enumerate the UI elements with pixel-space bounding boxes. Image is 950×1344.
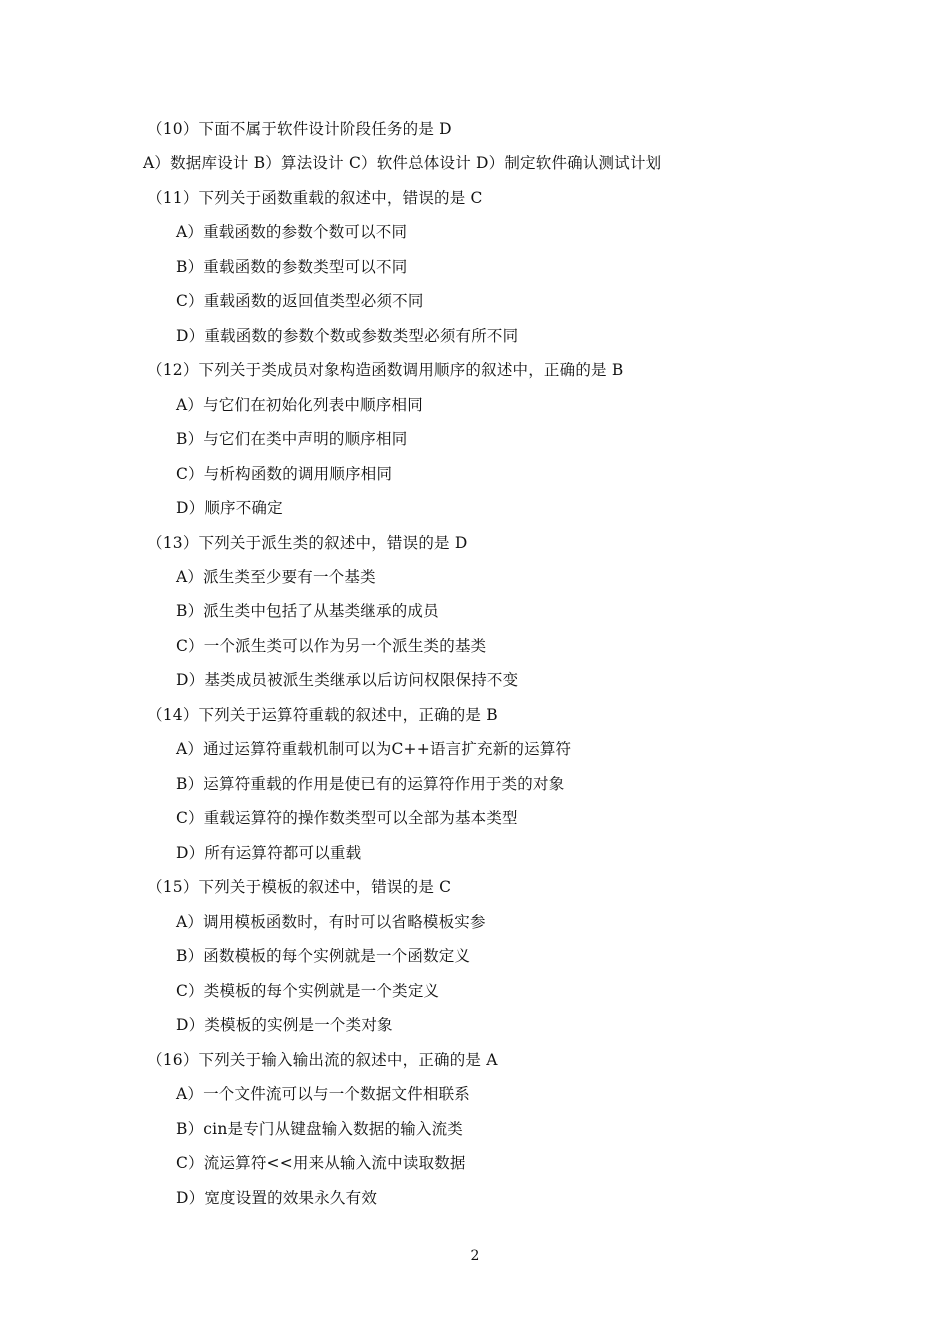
question-10: （10）下面不属于软件设计阶段任务的是 D — [147, 120, 452, 138]
question-14-option-d: D）所有运算符都可以重载 — [176, 844, 362, 862]
question-16-option-a: A）一个文件流可以与一个数据文件相联系 — [176, 1085, 470, 1103]
question-13-option-a: A）派生类至少要有一个基类 — [176, 568, 376, 586]
question-16-option-b: B）cin是专门从键盘输入数据的输入流类 — [176, 1120, 464, 1138]
page-number: 2 — [470, 1248, 480, 1264]
question-16-option-c: C）流运算符<<用来从输入流中读取数据 — [176, 1154, 466, 1172]
question-13: （13）下列关于派生类的叙述中，错误的是 D — [147, 534, 468, 552]
question-14-option-c: C）重载运算符的操作数类型可以全部为基本类型 — [176, 809, 518, 827]
question-11-option-c: C）重载函数的返回值类型必须不同 — [176, 292, 424, 310]
question-12-option-d: D）顺序不确定 — [176, 499, 283, 517]
question-11: （11）下列关于函数重载的叙述中，错误的是 C — [147, 189, 483, 207]
question-12-option-a: A）与它们在初始化列表中顺序相同 — [176, 396, 423, 414]
question-14-option-b: B）运算符重载的作用是使已有的运算符作用于类的对象 — [176, 775, 565, 793]
question-14: （14）下列关于运算符重载的叙述中，正确的是 B — [147, 706, 498, 724]
question-15-option-b: B）函数模板的每个实例就是一个函数定义 — [176, 947, 471, 965]
question-15-option-c: C）类模板的每个实例就是一个类定义 — [176, 982, 440, 1000]
question-12-option-b: B）与它们在类中声明的顺序相同 — [176, 430, 408, 448]
question-16-option-d: D）宽度设置的效果永久有效 — [176, 1189, 378, 1207]
question-11-option-b: B）重载函数的参数类型可以不同 — [176, 258, 408, 276]
question-14-option-a: A）通过运算符重载机制可以为C++语言扩充新的运算符 — [176, 740, 572, 758]
question-12: （12）下列关于类成员对象构造函数调用顺序的叙述中，正确的是 B — [147, 361, 624, 379]
question-11-option-d: D）重载函数的参数个数或参数类型必须有所不同 — [176, 327, 519, 345]
question-13-option-b: B）派生类中包括了从基类继承的成员 — [176, 602, 439, 620]
question-11-option-a: A）重载函数的参数个数可以不同 — [176, 223, 408, 241]
question-12-option-c: C）与析构函数的调用顺序相同 — [176, 465, 393, 483]
question-13-option-d: D）基类成员被派生类继承以后访问权限保持不变 — [176, 671, 519, 689]
question-13-option-c: C）一个派生类可以作为另一个派生类的基类 — [176, 637, 487, 655]
question-16: （16）下列关于输入输出流的叙述中，正确的是 A — [147, 1051, 498, 1069]
question-10-options: A）数据库设计 B）算法设计 C）软件总体设计 D）制定软件确认测试计划 — [143, 154, 662, 172]
question-15-option-d: D）类模板的实例是一个类对象 — [176, 1016, 393, 1034]
question-15: （15）下列关于模板的叙述中，错误的是 C — [147, 878, 452, 896]
question-15-option-a: A）调用模板函数时，有时可以省略模板实参 — [176, 913, 486, 931]
